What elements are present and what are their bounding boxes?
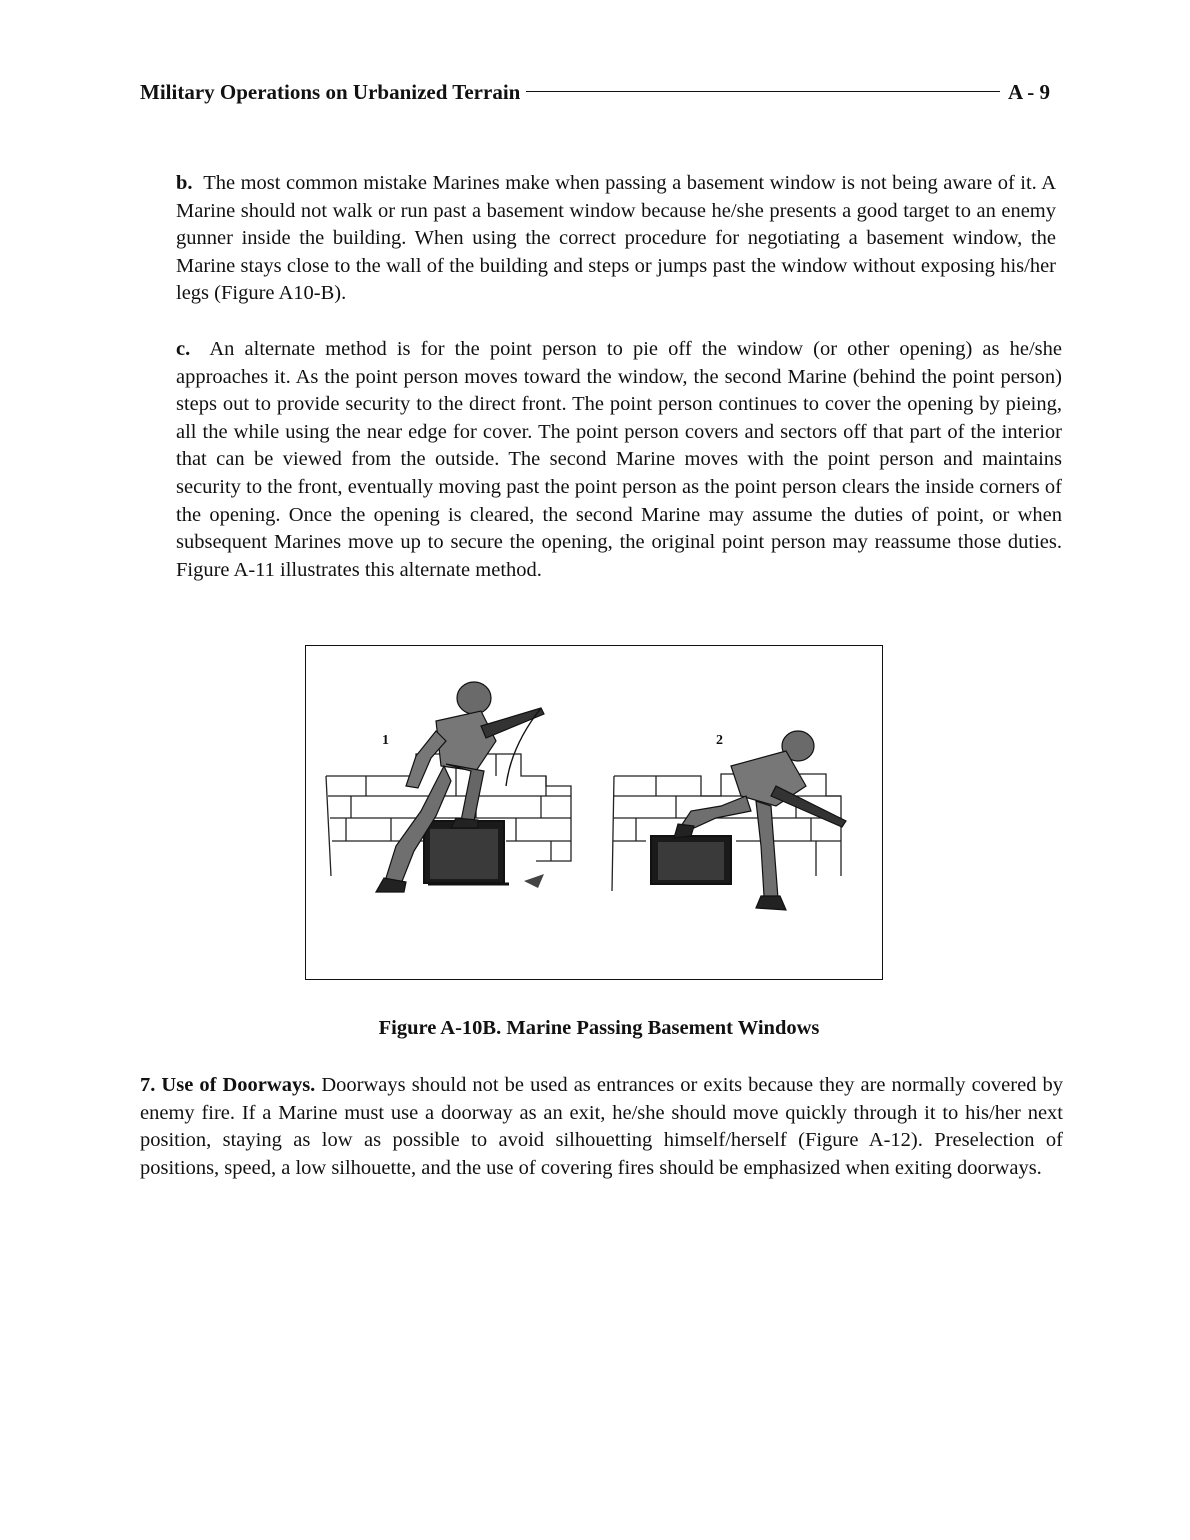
document-title: Military Operations on Urbanized Terrain [140,79,521,104]
paragraph-b [176,170,1056,308]
paragraph-c-text: An alternate method is for the point person to pie off the window (or other opening) as he/she approaches it. As the point person moves toward the window, the second Marine (behind the point person) steps out to provide security to the direct front. The point person continues to cover the opening by pieing, all the while using the near edge for cover. The point person covers and sectors off that part of the interior that can be viewed from the outside. The second Marine moves with the point person and maintains security to the front, eventually moving past the point person as the point person clears the inside corners of the opening. Once the opening is cleared, the second Marine may assume the duties of point, or when subsequent Marines move up to secure the opening, the original point person may reassume those duties. Figure A-11 illustrates this alternate method. [176,338,1062,581]
figure-caption: Figure A-10B. Marine Passing Basement Windows [378,1017,820,1039]
page-number: A - 9 [1008,79,1050,104]
paragraph-c [176,336,1062,584]
panel-1-label: 1 [382,733,389,748]
running-header [140,78,1050,106]
paragraph-c-lead: c. [176,338,191,360]
figure-frame [305,645,883,980]
paragraph-7-text: Doorways should not be used as entrances or exits because they are normally covered by enemy fire. If a Marine must use a doorway as an exit, he/she should move quickly through it to his/her next position, staying as low as possible to avoid silhouetting himself/herself (Figure A-12). Preselection of positions, speed, a low silhouette, and the use of covering fires should be emphasized when exiting doorways. [140,1074,1064,1179]
paragraph-7 [140,1072,1063,1182]
paragraph-b-text: The most common mistake Marines make when passing a basement window is not being aware of it. A Marine should not walk or run past a basement window because he/she presents a good target to an enemy gunner inside the building. When using the correct procedure for negotiating a basement window, the Marine stays close to the wall of the building and steps or jumps past the window without exposing his/her legs (Figure A10-B). [176,172,1057,305]
paragraph-7-heading: 7. Use of Doorways. [140,1074,316,1096]
header-rule [526,91,1000,92]
paragraph-b-lead: b. [176,172,193,194]
panel-2-label: 2 [716,733,723,748]
marine-illustration [306,646,881,978]
